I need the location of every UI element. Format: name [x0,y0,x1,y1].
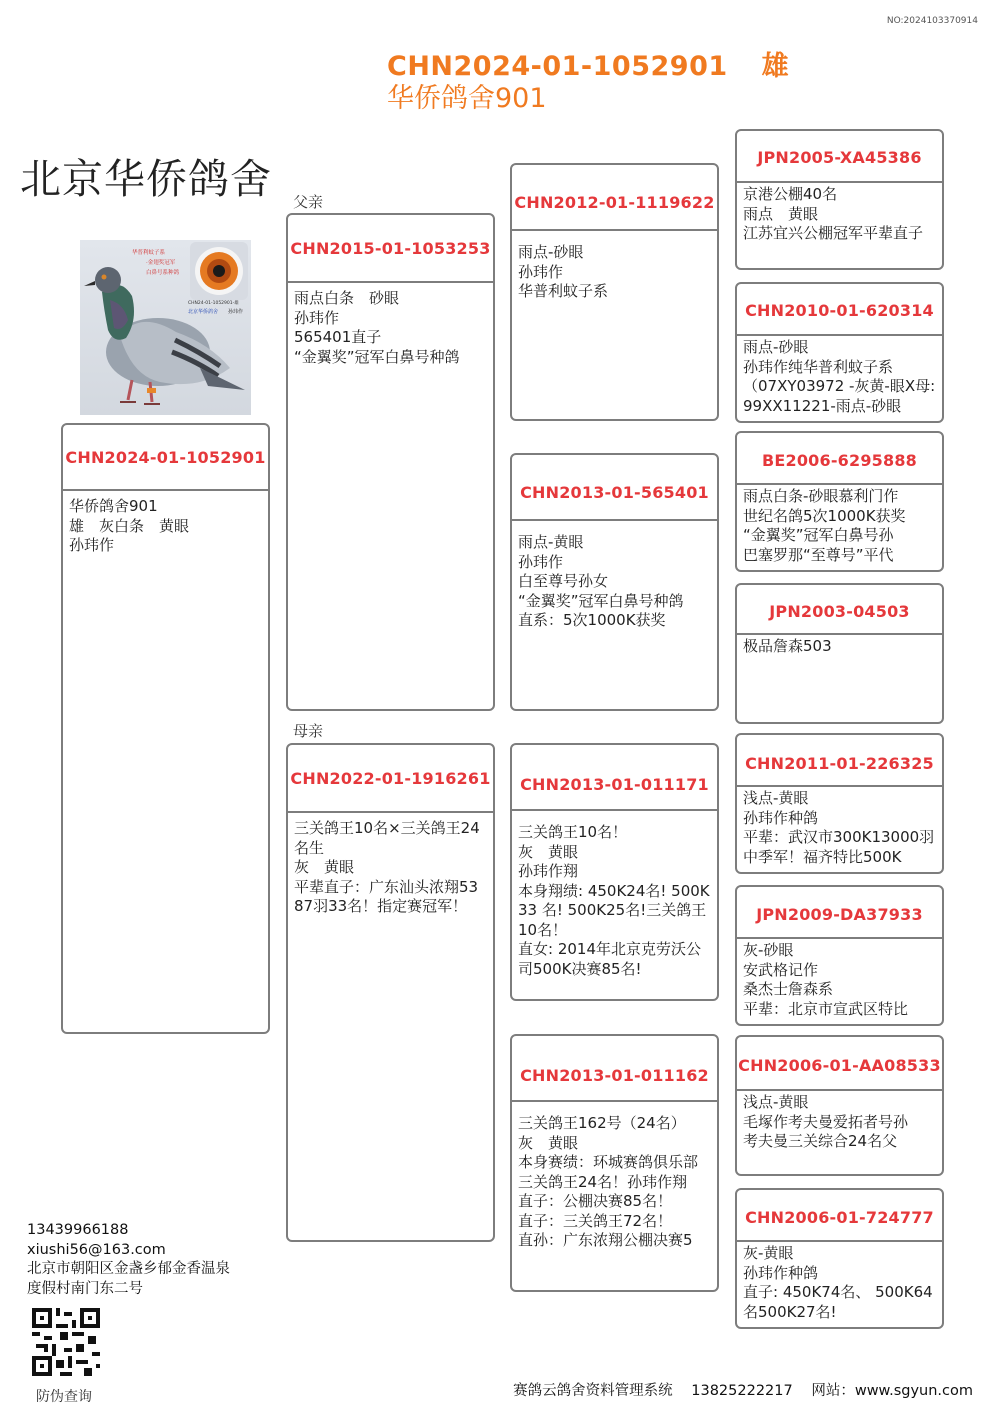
grand-line: 雨点-黄眼 [518,533,584,551]
great-line: 巴塞罗那“至尊号”平代 [743,545,894,564]
contact-info [27,1221,230,1299]
great-line: 雨点白条-砂眼慕利门作 [743,487,899,505]
subject-line: 孙玮作 [69,536,115,554]
contact-address-1: 北京市朝阳区金盏乡郁金香温泉 [27,1261,230,1277]
sire-label: 父亲 [293,193,324,211]
subject-line: 雄 灰白条 黄眼 [69,516,190,535]
great-line: 极品詹森503 [743,637,832,655]
great-line: 雨点 黄眼 [743,204,819,223]
sire-line: 孙玮作 [294,308,340,327]
great-line: 京港公棚40名 [743,185,838,203]
dam-ring: CHN2022-01-1916261 [288,745,493,813]
qr-code[interactable] [32,1308,100,1376]
great-line: 平辈：武汉市300K13000羽中季军！福齐特比500K [743,828,935,866]
great-details [737,1242,942,1322]
document-number: NO:2024103370914 [886,16,978,26]
great-line: 桑杰士詹森系 [743,980,834,998]
great-details [737,336,942,416]
qr-label: 防伪查询 [36,1389,92,1405]
great-line: “金翼奖”冠军白鼻号孙 [743,526,894,544]
great-grandparent-card [735,282,944,423]
great-line: 考夫曼三关综合24名父 [743,1132,898,1150]
great-line: 孙玮作种鸽 [743,808,819,827]
loft-name: 北京华侨鸽舍 [20,155,272,203]
pigeon-image [80,240,251,415]
subject-details [63,491,268,556]
great-grandparent-card [735,431,944,572]
qr-code-graphic [32,1308,100,1376]
great-line: 灰-黄眼 [743,1244,794,1262]
contact-phone: 13439966188 [27,1222,129,1238]
photo-footer-right: 孙玮作 [228,309,244,315]
footer-phone: 13825222217 [691,1383,793,1399]
great-ring: CHN2006-01-724777 [737,1190,942,1242]
great-line: 江苏宜兴公棚冠军平辈直子 [743,224,924,242]
great-line: 毛塚作考夫曼爱拓者号孙 [743,1112,909,1131]
grand-line: 三关鸽王10名！ [518,823,628,841]
great-details [737,183,942,244]
grand-line: 本身赛绩：环城赛鸽俱乐部三关鸽王24名！孙玮作翔 [518,1153,699,1191]
grand-details [512,811,717,979]
grand-line: 白至尊号孙女 [518,572,609,590]
great-line: 孙玮作种鸽 [743,1263,819,1282]
pigeon-photo [80,240,251,415]
sire-card [286,213,495,711]
dam-line: 灰 黄眼 [294,858,355,876]
great-ring: CHN2006-01-AA08533 [737,1037,942,1091]
grand-ring: CHN2012-01-1119622 [512,165,717,231]
photo-caption-2: ·金翅奖冠军 [146,260,176,266]
grand-line: 直子：公棚决赛85名！ [518,1192,673,1210]
grand-line: 直女: 2014年北京克劳沃公司500K决赛85名! [518,940,701,978]
header-pigeon-name: 华侨鸽舍901 [387,83,547,114]
great-line: 浅点-黄眼 [743,1093,809,1111]
footer-system: 赛鸽云鸽舍资料管理系统 [513,1383,673,1399]
contact-email: xiushi56@163.com [27,1241,166,1258]
grandsire-dam-card [510,743,719,1001]
great-grandparent-card [735,1035,944,1176]
header-ring: CHN2024-01-1052901 [387,51,728,82]
great-grandparent-card [735,1188,944,1329]
great-ring: CHN2011-01-226325 [737,735,942,787]
granddam-dam-card [510,1034,719,1292]
photo-caption-1: 华普利蚊子系 [132,250,166,256]
sire-line: “金翼奖”冠军白鼻号种鸽 [294,347,460,366]
granddam-sire-card [510,453,719,711]
grand-line: 三关鸽王162号（24名） [518,1114,686,1132]
grand-line: 孙玮作 [518,262,564,281]
grand-line: 灰 黄眼 [518,1133,579,1152]
header-sex: 雄 [761,51,790,82]
great-ring: JPN2003-04503 [737,585,942,635]
grand-line: 直子：三关鸽王72名！ [518,1211,673,1230]
subject-ring: CHN2024-01-1052901 [63,425,268,491]
great-ring: BE2006-6295888 [737,433,942,485]
great-details [737,485,942,565]
great-details [737,1091,942,1152]
great-line: 灰-砂眼 [743,941,794,959]
grand-line: 华普利蚊子系 [518,282,609,300]
footer [513,1379,973,1400]
grand-line: 孙玮作翔 [518,862,579,880]
photo-eye-caption: CHN24-01-1052901-雄 [188,301,239,306]
subject-line: 华侨鸽舍901 [69,497,158,515]
great-grandparent-card [735,733,944,874]
contact-address-2: 度假村南门东二号 [27,1280,143,1297]
sire-line: 565401直子 [294,328,382,346]
great-line: 平辈：北京市宣武区特比 [743,999,909,1018]
great-line: 浅点-黄眼 [743,789,809,807]
subject-card [61,423,270,1034]
dam-line: 平辈直子：广东汕头浓翔5387羽33名！指定赛冠军！ [294,877,479,915]
great-details [737,787,942,867]
sire-ring: CHN2015-01-1053253 [288,215,493,283]
grand-line: 直系：5次1000K获奖 [518,611,666,629]
great-details [737,635,942,657]
grandsire-sire-card [510,163,719,421]
dam-line: 三关鸽王10名×三关鸽王24名生 [294,819,480,857]
grand-details [512,1102,717,1251]
great-line: 直子: 450K74名、 500K64名500K27名! [743,1283,933,1321]
great-line: 孙玮作纯华普利蚊子系 [743,357,894,376]
sire-line: 雨点白条 砂眼 [294,289,400,307]
grand-line: 灰 黄眼 [518,842,579,861]
great-line: 雨点-砂眼 [743,338,809,356]
sire-details [288,283,493,367]
photo-caption-3: 白鼻号系种鸽 [146,270,180,276]
grand-line: 孙玮作 [518,552,564,571]
dam-label: 母亲 [293,722,324,740]
dam-details [288,813,493,917]
grand-line: 本身翔绩: 450K24名! 500K33 名! 500K25名!三关鸽王10名！ [518,881,710,939]
grand-ring: CHN2013-01-011171 [512,745,717,811]
grand-ring: CHN2013-01-011162 [512,1036,717,1102]
great-line: 安武格记作 [743,960,819,979]
dam-card [286,743,495,1242]
great-line: 世纪名鸽5次1000K获奖 [743,506,906,525]
great-ring: CHN2010-01-620314 [737,284,942,336]
grand-details [512,231,717,302]
grand-line: “金翼奖”冠军白鼻号种鸽 [518,591,684,610]
grand-line: 雨点-砂眼 [518,243,584,261]
grand-details [512,521,717,631]
great-grandparent-card [735,583,944,724]
great-grandparent-card [735,129,944,270]
footer-website[interactable]: 网站：www.sgyun.com [811,1383,973,1399]
great-details [737,939,942,1019]
photo-footer-left: 北京华侨鸽舍 [188,309,219,315]
great-ring: JPN2005-XA45386 [737,131,942,183]
grand-line: 直孙：广东浓翔公棚决赛5 [518,1231,693,1249]
great-grandparent-card [735,885,944,1026]
great-ring: JPN2009-DA37933 [737,887,942,939]
great-line: （07XY03972 -灰黄-眼X母:99XX11221-雨点-砂眼 [743,377,936,415]
grand-ring: CHN2013-01-565401 [512,455,717,521]
